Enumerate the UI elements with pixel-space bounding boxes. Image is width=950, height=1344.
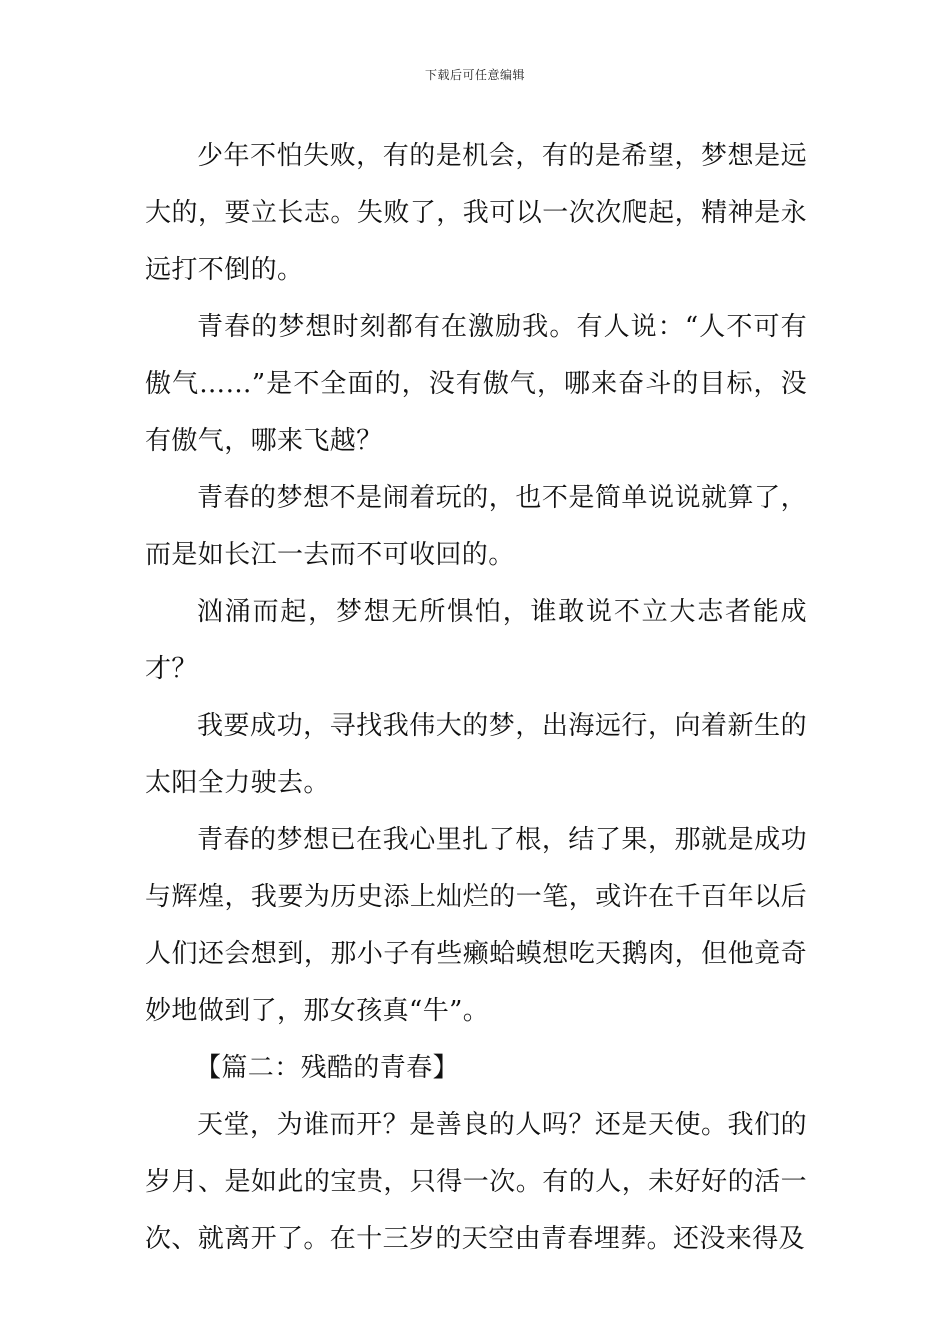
paragraph-1: 少年不怕失败，有的是机会，有的是希望，梦想是远大的，要立长志。失败了，我可以一次次爬起，精神是永远打不倒的。 (145, 141, 807, 285)
page-header: 下载后可任意编辑 (424, 68, 525, 82)
document-body (145, 128, 807, 1268)
paragraph-6: 青春的梦想已在我心里扎了根，结了果，那就是成功与辉煌，我要为历史添上灿烂的一笔，或许在千百年以后人们还会想到，那小子有些癞蛤蟆想吃天鹅肉，但他竟奇妙地做到了，那女孩真“牛”。 (145, 825, 807, 1026)
paragraph-2: 青春的梦想时刻都有在激励我。有人说：“人不可有傲气……”是不全面的，没有傲气，哪来奋斗的目标，没有傲气，哪来飞越？ (145, 312, 807, 456)
paragraph-4: 汹涌而起，梦想无所惧怕，谁敢说不立大志者能成才？ (145, 597, 807, 684)
section-heading: 【篇二：残酷的青春】 (195, 1053, 460, 1083)
paragraph-3: 青春的梦想不是闹着玩的，也不是简单说说就算了，而是如长江一去而不可收回的。 (145, 483, 807, 570)
paragraph-5: 我要成功，寻找我伟大的梦，出海远行，向着新生的太阳全力驶去。 (145, 711, 807, 798)
paragraph-7: 天堂，为谁而开？是善良的人吗？还是天使。我们的岁月、是如此的宝贵，只得一次。有的人，未好好的活一次、就离开了。在十三岁的天空由青春埋葬。还没来得及 (145, 1110, 807, 1254)
